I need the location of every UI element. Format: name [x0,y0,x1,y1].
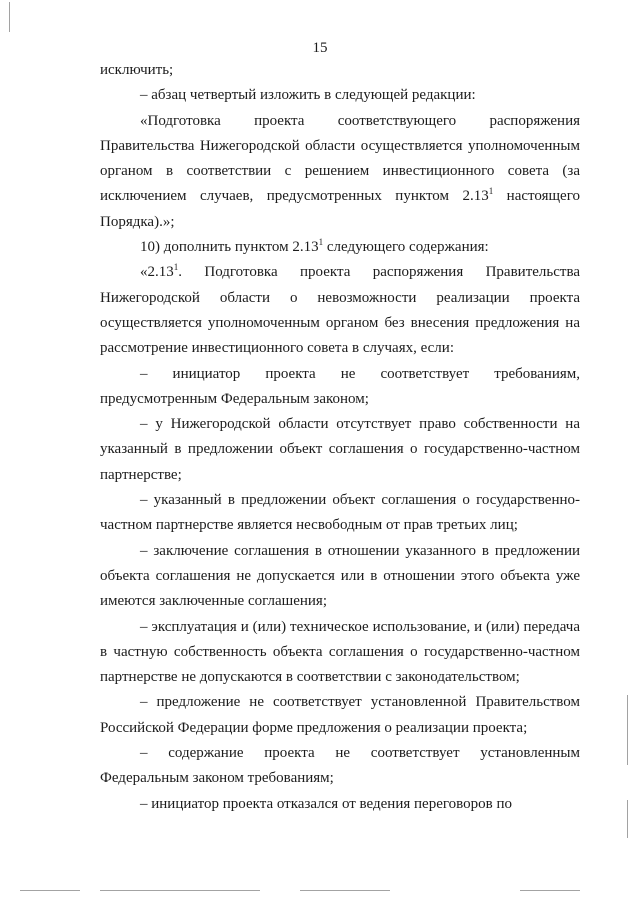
document-body [100,58,580,817]
scan-bottom-line [20,890,80,891]
superscript: 1 [318,237,324,248]
paragraph [100,260,580,361]
paragraph-text: – абзац четвертый изложить в следующей редакции: [140,87,476,104]
paragraph [100,615,580,691]
superscript: 1 [173,262,179,273]
paragraph [100,58,580,83]
scan-bottom-line [100,890,260,891]
paragraph [100,488,580,539]
paragraph-text: – инициатор проекта не соответствует требованиям, предусмотренным Федеральным законом; [100,365,580,407]
paragraph [100,741,580,792]
scan-edge-mark [627,695,628,765]
paragraph-text: – у Нижегородской области отсутствует право собственности на указанный в предложении объект соглашения о государственно-частном партнерстве; [100,416,580,483]
scan-edge-mark [9,2,10,32]
paragraph [100,792,580,817]
paragraph-text: следующего содержания: [323,239,489,256]
page-number: 15 [312,40,328,56]
paragraph [100,539,580,615]
paragraph [100,690,580,741]
superscript: 1 [488,186,494,197]
scan-edge-mark [627,800,628,838]
paragraph-text: – предложение не соответствует установленной Правительством Российской Федерации форме предложения о реализации проекта; [100,694,580,736]
paragraph-text: – инициатор проекта отказался от ведения переговоров по [140,795,512,812]
scan-bottom-line [520,890,580,891]
paragraph-text: – эксплуатация и (или) техническое использование, и (или) передача в частную собственность объекта соглашения о государственно-частном партнерстве не допускаются в соответствии с законодательством; [100,618,580,686]
paragraph [100,109,580,235]
paragraph-text: «Подготовка проекта соответствующего распоряжения Правительства Нижегородской области осуществляется уполномоченным органом в соответствии с решением инвестиционного совета (за исключением случаев, предусмотренных пунктом 2.13 [100,112,580,205]
paragraph-text: «2.13 [140,264,174,281]
paragraph [100,83,580,108]
paragraph [100,412,580,488]
paragraph-text: исключить; [100,62,174,78]
paragraph-text: – содержание проекта не соответствует установленным Федеральным законом требованиям; [100,745,580,787]
paragraph-text: – указанный в предложении объект соглашения о государственно-частном партнерстве является несвободным от прав третьих лиц; [100,492,580,534]
scan-bottom-line [300,890,390,891]
paragraph-text: – заключение соглашения в отношении указанного в предложении объекта соглашения не допускается или в отношении этого объекта уже имеются заключенные соглашения; [100,542,580,610]
paragraph [100,362,580,413]
paragraph [100,235,580,260]
paragraph-text: 10) дополнить пунктом 2.13 [140,239,319,256]
paragraph-text: . Подготовка проекта распоряжения Правительства Нижегородской области о невозможности реализации проекта осуществляется уполномоченным органом без внесения предложения на рассмотрение инвестиционного совета в случаях, если: [100,264,580,357]
paragraph-text: настоящего Порядка).»; [100,188,580,230]
